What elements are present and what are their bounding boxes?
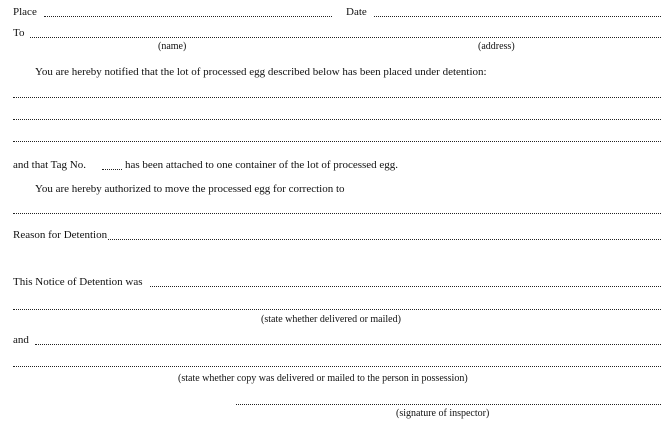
date-field[interactable] — [374, 16, 661, 17]
name-caption: (name) — [158, 41, 187, 52]
tag-prefix-text: and that Tag No. — [13, 159, 86, 171]
delivered-caption: (state whether delivered or mailed) — [261, 314, 401, 325]
notice-was-label: This Notice of Detention was — [13, 276, 143, 288]
to-label: To — [13, 27, 25, 39]
notice-delivery-field[interactable] — [150, 286, 661, 287]
copy-caption: (state whether copy was delivered or mailed to the person in possession) — [178, 373, 468, 384]
and-label: and — [13, 334, 29, 346]
notice-delivery-field-2[interactable] — [13, 309, 661, 310]
copy-delivery-field-2[interactable] — [13, 366, 661, 367]
reason-label: Reason for Detention — [13, 229, 108, 241]
authorize-text: You are hereby authorized to move the processed egg for correction to — [35, 183, 345, 195]
lot-description-line-3[interactable] — [13, 141, 661, 142]
tag-number-field[interactable] — [102, 169, 122, 170]
signature-field[interactable] — [236, 404, 661, 405]
lot-description-line-2[interactable] — [13, 119, 661, 120]
lot-description-line-1[interactable] — [13, 97, 661, 98]
correction-destination-field[interactable] — [13, 213, 661, 214]
tag-suffix-text: has been attached to one container of the lot of processed egg. — [125, 159, 399, 171]
reason-field[interactable] — [108, 239, 661, 240]
address-caption: (address) — [478, 41, 515, 52]
detention-notice-text: You are hereby notified that the lot of processed egg described below has been placed under detention: — [35, 66, 487, 78]
signature-caption: (signature of inspector) — [396, 408, 490, 419]
to-field[interactable] — [30, 37, 661, 38]
place-label: Place — [13, 6, 37, 18]
copy-delivery-field[interactable] — [35, 344, 661, 345]
date-label: Date — [346, 6, 367, 18]
place-field[interactable] — [44, 16, 332, 17]
